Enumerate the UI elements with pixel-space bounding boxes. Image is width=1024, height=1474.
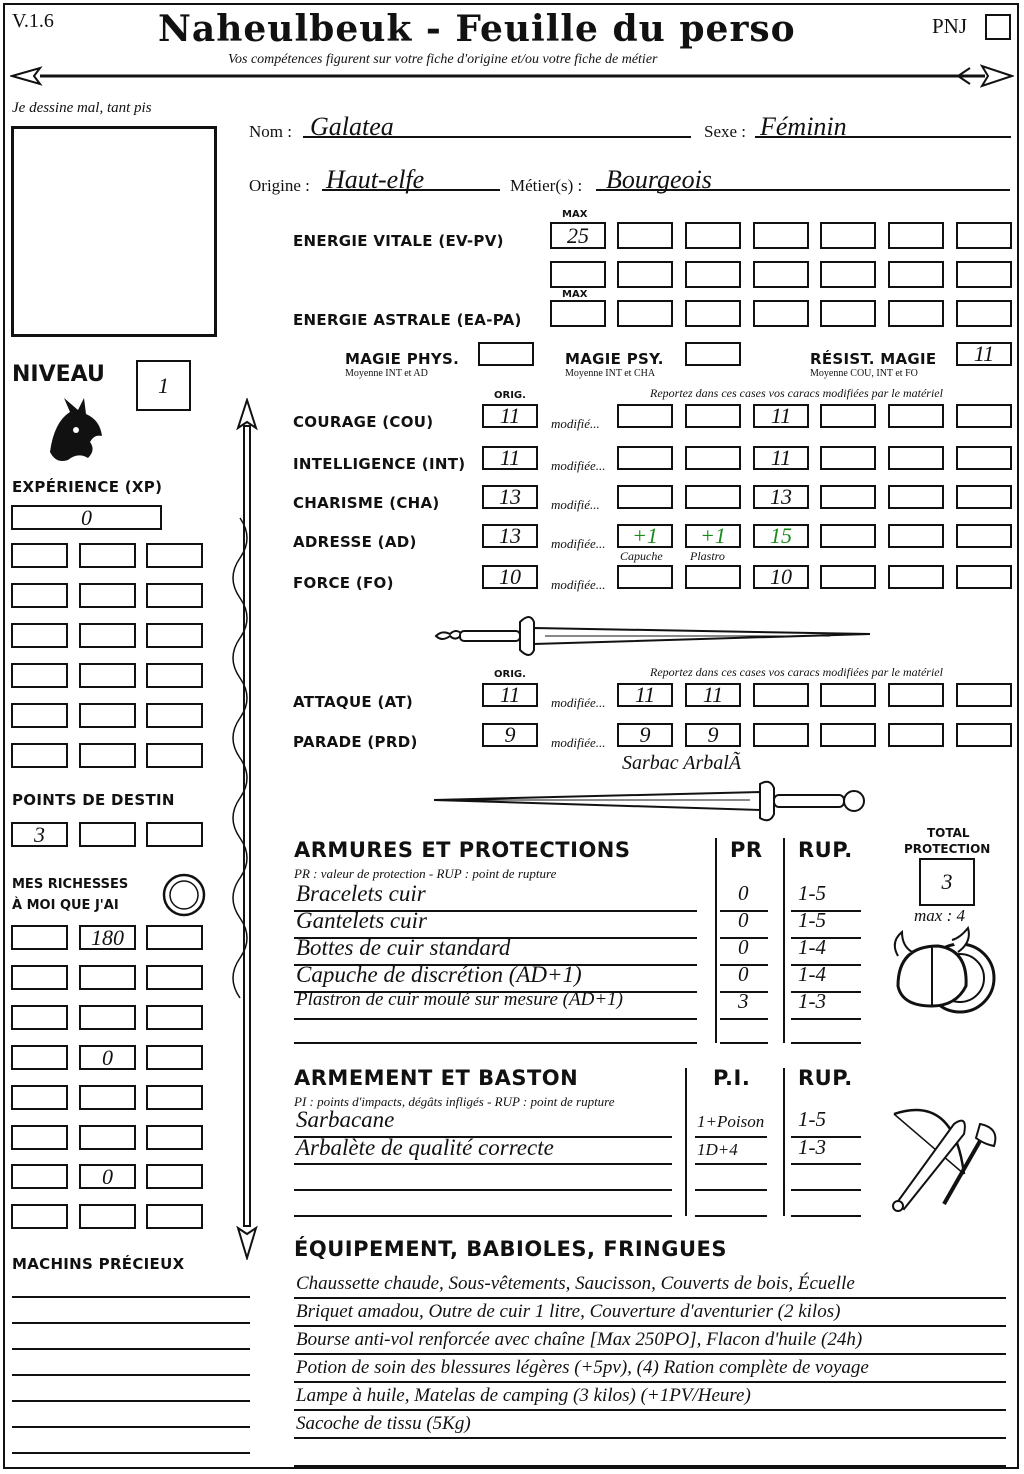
armor-underline: [791, 1042, 861, 1044]
weapon-underline: [294, 1189, 672, 1191]
armor-rup[interactable]: 1-5: [798, 908, 826, 932]
money-cell[interactable]: [146, 1085, 203, 1110]
armor-name[interactable]: Plastron de cuir moulé sur mesure (AD+1): [296, 989, 623, 1010]
combat-orig-box[interactable]: [482, 683, 538, 707]
pnj-checkbox[interactable]: [985, 14, 1011, 40]
destin-box-2[interactable]: [79, 822, 136, 847]
stat-orig-box-value: 11: [499, 403, 521, 428]
money-cell[interactable]: [79, 1204, 136, 1229]
xp-box[interactable]: [11, 505, 162, 530]
weapon-rup[interactable]: 1-5: [798, 1107, 826, 1131]
ev-cell-r1-3[interactable]: [753, 222, 809, 249]
destin-label: POINTS DE DESTIN: [12, 791, 175, 809]
money-value-box[interactable]: [79, 925, 136, 950]
weapon-rup[interactable]: 1-3: [798, 1135, 826, 1159]
money-cell[interactable]: [146, 1005, 203, 1030]
ev-cell-r1-5[interactable]: [888, 222, 944, 249]
equipment-underline: [294, 1465, 1006, 1467]
weapons-title: ARMEMENT ET BASTON: [294, 1066, 579, 1090]
stat-orig-box[interactable]: [482, 485, 538, 509]
resist-magie-value: 11: [973, 341, 995, 366]
sword-icon-2: [430, 778, 875, 824]
stat-modifie-label: modifié...: [551, 416, 600, 431]
equipment-line[interactable]: Bourse anti-vol renforcée avec chaîne [Max 250PO], Flacon d'huile (24h): [296, 1329, 863, 1350]
armor-underline: [720, 1042, 768, 1044]
resist-magie-box[interactable]: [956, 342, 1012, 366]
coin-icon: [160, 872, 208, 918]
stat-mod-cell[interactable]: [956, 524, 1012, 548]
xp-cell[interactable]: [11, 623, 68, 648]
combat-mod-cell[interactable]: [888, 683, 944, 707]
stat-mod-cell[interactable]: [685, 565, 741, 589]
equipment-line[interactable]: Chaussette chaude, Sous-vêtements, Saucisson, Couverts de bois, Écuelle: [296, 1273, 855, 1294]
ev-cell-r2-2[interactable]: [617, 261, 673, 288]
armor-rup[interactable]: 1-4: [798, 935, 826, 959]
stat-mod-cell[interactable]: [820, 485, 876, 509]
armor-underline: [791, 1018, 861, 1020]
weapons-note: PI : points d'impacts, dégâts infligés - RUP : point de rupture: [294, 1094, 615, 1109]
equipment-underline: [294, 1353, 1006, 1355]
machins-line: [12, 1426, 250, 1428]
stat-orig-box[interactable]: [482, 565, 538, 589]
weapons-rup-header: RUP.: [798, 1066, 853, 1090]
stat-mod-cell[interactable]: [617, 524, 673, 548]
money-cell[interactable]: [79, 1085, 136, 1110]
armor-rup[interactable]: 1-3: [798, 989, 826, 1013]
combat-mod-cell-value: 11: [634, 682, 656, 707]
version-label: V.1.6: [12, 10, 54, 32]
destin-value: 3: [34, 821, 45, 847]
stat-mod-cell[interactable]: [617, 446, 673, 470]
combat-label: ATTAQUE (AT): [293, 693, 414, 711]
combat-mod-cell[interactable]: [617, 683, 673, 707]
stat-mod-cell[interactable]: [820, 565, 876, 589]
nom-label: Nom :: [249, 122, 292, 141]
combat-mod-cell[interactable]: [820, 683, 876, 707]
money-cell[interactable]: [146, 965, 203, 990]
stat-mod-cell[interactable]: [685, 404, 741, 428]
armor-pr[interactable]: 0: [738, 962, 749, 986]
dragon-icon: [40, 392, 106, 464]
stat-mod-cell-value: 13: [770, 484, 792, 509]
armor-name[interactable]: Capuche de discrétion (AD+1): [296, 962, 582, 987]
stat-mod-cell[interactable]: [617, 485, 673, 509]
combat-report-note: Reportez dans ces cases vos caracs modifiées par le matériel: [650, 665, 943, 679]
total-label-2: PROTECTION: [904, 842, 991, 856]
ea-label: ENERGIE ASTRALE (EA-PA): [293, 311, 522, 329]
money-value-box[interactable]: [79, 1045, 136, 1070]
sexe-value[interactable]: Féminin: [760, 112, 847, 141]
stat-mod-cell[interactable]: [753, 524, 809, 548]
armor-pr[interactable]: 0: [738, 935, 749, 959]
total-protection-max: max : 4: [914, 906, 965, 925]
resist-magie-label: RÉSIST. MAGIE: [810, 350, 937, 368]
magie-psy-box[interactable]: [685, 342, 741, 366]
stat-orig-box-value: 13: [499, 523, 521, 548]
ad-note-plastro: Plastro: [690, 549, 725, 563]
money-cell[interactable]: [79, 965, 136, 990]
total-protection-value: 3: [941, 869, 953, 894]
helmet-shield-icon: [888, 926, 998, 1036]
ev-cell-r1-6[interactable]: [956, 222, 1012, 249]
armor-underline: [294, 1042, 697, 1044]
portrait-caption: Je dessine mal, tant pis: [12, 100, 152, 116]
money-cell[interactable]: [11, 1005, 68, 1030]
stat-mod-cell[interactable]: [956, 404, 1012, 428]
stat-mod-cell[interactable]: [753, 485, 809, 509]
money-cell[interactable]: [79, 1125, 136, 1150]
stat-modifie-label: modifiée...: [551, 577, 606, 592]
stat-mod-cell[interactable]: [820, 404, 876, 428]
combat-orig-box-value: 11: [499, 682, 521, 707]
stat-modifie-label: modifiée...: [551, 536, 606, 551]
weapon-pi[interactable]: 1D+4: [697, 1140, 738, 1159]
stat-mod-cell[interactable]: [888, 446, 944, 470]
machins-label: MACHINS PRÉCIEUX: [12, 1255, 185, 1273]
xp-cell[interactable]: [79, 743, 136, 768]
ea-cell-1[interactable]: [617, 300, 673, 327]
stat-modifie-label: modifié...: [551, 497, 600, 512]
stat-mod-cell[interactable]: [685, 524, 741, 548]
stat-orig-box[interactable]: [482, 524, 538, 548]
destin-box-3[interactable]: [146, 822, 203, 847]
armor-pr[interactable]: 3: [738, 989, 749, 1013]
ev-cell-r2-6[interactable]: [888, 261, 944, 288]
weapon-underline: [791, 1215, 861, 1217]
stat-mod-cell[interactable]: [753, 404, 809, 428]
combat-mod-cell[interactable]: [617, 723, 673, 747]
combat-mod-cell[interactable]: [888, 723, 944, 747]
weapon-underline: [695, 1215, 767, 1217]
portrait-box[interactable]: [11, 126, 217, 337]
ev-cell-r2-3[interactable]: [685, 261, 741, 288]
equipment-line[interactable]: Potion de soin des blessures légères (+5pv), (4) Ration complète de voyage: [296, 1357, 869, 1378]
stat-mod-cell[interactable]: [753, 565, 809, 589]
money-cell[interactable]: [11, 1204, 68, 1229]
combat-modifie-label: modifiée...: [551, 735, 606, 750]
magie-phys-label: MAGIE PHYS.: [345, 350, 460, 368]
ev-cell-r1-1[interactable]: [617, 222, 673, 249]
armor-name[interactable]: Bracelets cuir: [296, 881, 426, 906]
niveau-label: NIVEAU: [12, 362, 105, 387]
ev-cell-r2-5[interactable]: [820, 261, 876, 288]
equipment-underline: [294, 1325, 1006, 1327]
weapon-notes: Sarbac ArbalÃ: [622, 752, 742, 774]
equipment-line[interactable]: Sacoche de tissu (5Kg): [296, 1413, 471, 1434]
money-cell[interactable]: [11, 965, 68, 990]
ea-cell-2[interactable]: [685, 300, 741, 327]
weapon-underline: [791, 1136, 861, 1138]
weapon-underline: [791, 1189, 861, 1191]
combat-mod-cell[interactable]: [753, 683, 809, 707]
combat-orig-box-value: 9: [504, 722, 516, 747]
money-cell[interactable]: [11, 1085, 68, 1110]
money-cell[interactable]: [146, 1164, 203, 1189]
weapon-underline: [294, 1136, 672, 1138]
armor-pr[interactable]: 0: [738, 908, 749, 932]
machins-line: [12, 1400, 250, 1402]
stat-orig-box[interactable]: [482, 404, 538, 428]
destin-box[interactable]: [11, 822, 68, 847]
xp-cell[interactable]: [146, 543, 203, 568]
armor-pr[interactable]: 0: [738, 881, 749, 905]
magie-phys-box[interactable]: [478, 342, 534, 366]
xp-cell[interactable]: [11, 743, 68, 768]
weapon-underline: [294, 1163, 672, 1165]
stat-mod-cell[interactable]: [888, 565, 944, 589]
total-label-1: TOTAL: [927, 826, 970, 840]
armor-col-divider-1: [715, 838, 717, 1043]
money-value-box-value: 0: [102, 1044, 113, 1070]
combat-mod-cell[interactable]: [956, 683, 1012, 707]
weapons-col-divider-2: [783, 1068, 785, 1216]
stat-mod-cell-value: 10: [770, 564, 792, 589]
ev-cell-r1-4[interactable]: [820, 222, 876, 249]
combat-mod-cell[interactable]: [820, 723, 876, 747]
equipment-underline: [294, 1381, 1006, 1383]
combat-mod-cell[interactable]: [685, 683, 741, 707]
money-value-box-value: 180: [91, 924, 124, 950]
stat-mod-cell[interactable]: [685, 485, 741, 509]
weapon-underline: [294, 1215, 672, 1217]
stat-modifie-label: modifiée...: [551, 458, 606, 473]
sheet-title: Naheulbeuk - Feuille du perso: [158, 8, 796, 50]
xp-cell[interactable]: [11, 583, 68, 608]
weapon-underline: [695, 1163, 767, 1165]
combat-orig-label: ORIG.: [494, 669, 526, 680]
ea-cell-5[interactable]: [888, 300, 944, 327]
origine-label: Origine :: [249, 176, 310, 195]
money-value-box[interactable]: [79, 1164, 136, 1189]
ea-cell-4[interactable]: [820, 300, 876, 327]
stat-mod-cell[interactable]: [820, 524, 876, 548]
magie-phys-note: Moyenne INT et AD: [345, 368, 428, 379]
stat-label: INTELLIGENCE (INT): [293, 455, 466, 473]
weapon-name[interactable]: Sarbacane: [296, 1107, 395, 1132]
armor-name[interactable]: Gantelets cuir: [296, 908, 427, 933]
machins-line: [12, 1374, 250, 1376]
resist-magie-note: Moyenne COU, INT et FO: [810, 368, 918, 379]
money-cell[interactable]: [146, 925, 203, 950]
weapons-col-divider-1: [685, 1068, 687, 1216]
stat-mod-cell-value: +1: [632, 523, 658, 548]
xp-cell[interactable]: [11, 663, 68, 688]
stat-mod-cell[interactable]: [956, 446, 1012, 470]
niveau-value: 1: [158, 372, 169, 398]
spear-divider-icon: [10, 62, 1014, 92]
combat-mod-cell-value: 11: [702, 682, 724, 707]
stat-mod-cell-value: +1: [700, 523, 726, 548]
combat-label: PARADE (PRD): [293, 733, 418, 751]
ea-max-label: MAX: [562, 289, 588, 300]
armor-underline: [720, 1018, 768, 1020]
ev-cell-r2-4[interactable]: [753, 261, 809, 288]
stat-label: FORCE (FO): [293, 574, 394, 592]
metier-value[interactable]: Bourgeois: [606, 165, 712, 194]
equipment-underline: [294, 1409, 1006, 1411]
xp-cell[interactable]: [146, 703, 203, 728]
total-protection-box[interactable]: [919, 858, 975, 906]
money-cell[interactable]: [146, 1125, 203, 1150]
combat-mod-cell[interactable]: [685, 723, 741, 747]
machins-line: [12, 1322, 250, 1324]
xp-cell[interactable]: [11, 703, 68, 728]
stat-mod-cell-value: 11: [770, 445, 792, 470]
weapon-underline: [695, 1136, 767, 1138]
magie-psy-note: Moyenne INT et CHA: [565, 368, 656, 379]
vertical-spear-icon: [232, 398, 262, 1260]
armor-pr-header: PR: [730, 838, 763, 862]
stat-label: ADRESSE (AD): [293, 533, 417, 551]
xp-cell[interactable]: [79, 583, 136, 608]
money-cell[interactable]: [79, 1005, 136, 1030]
metier-label: Métier(s) :: [510, 176, 583, 195]
machins-line: [12, 1348, 250, 1350]
armor-rup[interactable]: 1-5: [798, 881, 826, 905]
sheet-subtitle: Vos compétences figurent sur votre fiche d'origine et/ou votre fiche de métier: [228, 52, 658, 67]
equipment-title: ÉQUIPEMENT, BABIOLES, FRINGUES: [294, 1237, 727, 1261]
stat-mod-cell[interactable]: [888, 485, 944, 509]
armor-note: PR : valeur de protection - RUP : point de rupture: [294, 866, 557, 881]
weapons-pi-header: P.I.: [713, 1066, 751, 1090]
combat-mod-cell-value: 9: [707, 722, 719, 747]
weapon-underline: [791, 1163, 861, 1165]
machins-line: [12, 1296, 250, 1298]
stat-mod-cell-value: 15: [770, 523, 792, 548]
stat-orig-box-value: 10: [499, 564, 521, 589]
combat-orig-box[interactable]: [482, 723, 538, 747]
xp-cell[interactable]: [79, 543, 136, 568]
stat-mod-cell[interactable]: [820, 446, 876, 470]
ad-note-capuche: Capuche: [620, 549, 663, 563]
armor-rup[interactable]: 1-4: [798, 962, 826, 986]
xp-cell[interactable]: [146, 623, 203, 648]
stat-mod-cell[interactable]: [888, 404, 944, 428]
equipment-underline: [294, 1437, 1006, 1439]
crossed-weapons-icon: [884, 1094, 1004, 1216]
ev-max-label: MAX: [562, 209, 588, 220]
ev-label: ENERGIE VITALE (EV-PV): [293, 232, 504, 250]
stats-orig-label: ORIG.: [494, 390, 526, 401]
combat-mod-cell[interactable]: [753, 723, 809, 747]
equipment-underline: [294, 1297, 1006, 1299]
stats-report-note: Reportez dans ces cases vos caracs modifiées par le matériel: [650, 386, 943, 400]
ev-cell-r2-7[interactable]: [956, 261, 1012, 288]
niveau-box[interactable]: [136, 360, 191, 411]
money-cell[interactable]: [146, 1204, 203, 1229]
stat-mod-cell[interactable]: [753, 446, 809, 470]
armor-rup-header: RUP.: [798, 838, 853, 862]
ev-cell-r2-1[interactable]: [550, 261, 606, 288]
richesses-label-1: MES RICHESSES: [12, 877, 129, 892]
ev-max-value: 25: [567, 222, 589, 248]
equipment-line[interactable]: Lampe à huile, Matelas de camping (3 kilos) (+1PV/Heure): [296, 1385, 751, 1406]
xp-label: EXPÉRIENCE (XP): [12, 478, 163, 496]
nom-value[interactable]: Galatea: [310, 112, 394, 141]
richesses-label-2: À MOI QUE J'AI: [12, 898, 119, 913]
ea-cell-3[interactable]: [753, 300, 809, 327]
xp-value: 0: [81, 504, 92, 530]
combat-mod-cell-value: 9: [639, 722, 651, 747]
origine-value[interactable]: Haut-elfe: [326, 165, 425, 194]
money-cell[interactable]: [11, 1125, 68, 1150]
stat-mod-cell-value: 11: [770, 403, 792, 428]
ev-cell-r1-2[interactable]: [685, 222, 741, 249]
equipment-line[interactable]: Briquet amadou, Outre de cuir 1 litre, Couverture d'aventurier (2 kilos): [296, 1301, 841, 1322]
xp-cell[interactable]: [79, 663, 136, 688]
ev-max-box[interactable]: [550, 222, 606, 249]
stat-mod-cell[interactable]: [956, 565, 1012, 589]
money-cell[interactable]: [11, 1164, 68, 1189]
magie-psy-label: MAGIE PSY.: [565, 350, 664, 368]
combat-modifie-label: modifiée...: [551, 695, 606, 710]
stat-orig-box-value: 11: [499, 445, 521, 470]
stat-label: COURAGE (COU): [293, 413, 434, 431]
combat-mod-cell[interactable]: [956, 723, 1012, 747]
sword-icon: [430, 612, 875, 658]
money-cell[interactable]: [11, 925, 68, 950]
stat-orig-box-value: 13: [499, 484, 521, 509]
sexe-label: Sexe :: [704, 122, 747, 141]
stat-mod-cell[interactable]: [617, 565, 673, 589]
weapon-pi[interactable]: 1+Poison: [697, 1112, 765, 1131]
money-cell[interactable]: [146, 1045, 203, 1070]
pnj-label: PNJ: [932, 14, 968, 38]
xp-cell[interactable]: [146, 743, 203, 768]
xp-cell[interactable]: [79, 703, 136, 728]
money-value-box-value: 0: [102, 1163, 113, 1189]
stat-mod-cell[interactable]: [956, 485, 1012, 509]
stat-orig-box[interactable]: [482, 446, 538, 470]
weapon-name[interactable]: Arbalète de qualité correcte: [296, 1135, 554, 1160]
armor-col-divider-2: [783, 838, 785, 1043]
machins-line: [12, 1452, 250, 1454]
armor-underline: [294, 1018, 697, 1020]
ea-max-box[interactable]: [550, 300, 606, 327]
xp-cell[interactable]: [79, 623, 136, 648]
stat-mod-cell[interactable]: [888, 524, 944, 548]
stat-mod-cell[interactable]: [685, 446, 741, 470]
xp-cell[interactable]: [146, 663, 203, 688]
stat-label: CHARISME (CHA): [293, 494, 440, 512]
armor-name[interactable]: Bottes de cuir standard: [296, 935, 511, 960]
money-cell[interactable]: [11, 1045, 68, 1070]
stat-mod-cell[interactable]: [617, 404, 673, 428]
ea-cell-6[interactable]: [956, 300, 1012, 327]
xp-cell[interactable]: [11, 543, 68, 568]
xp-cell[interactable]: [146, 583, 203, 608]
armor-title: ARMURES ET PROTECTIONS: [294, 838, 631, 862]
weapon-underline: [695, 1189, 767, 1191]
